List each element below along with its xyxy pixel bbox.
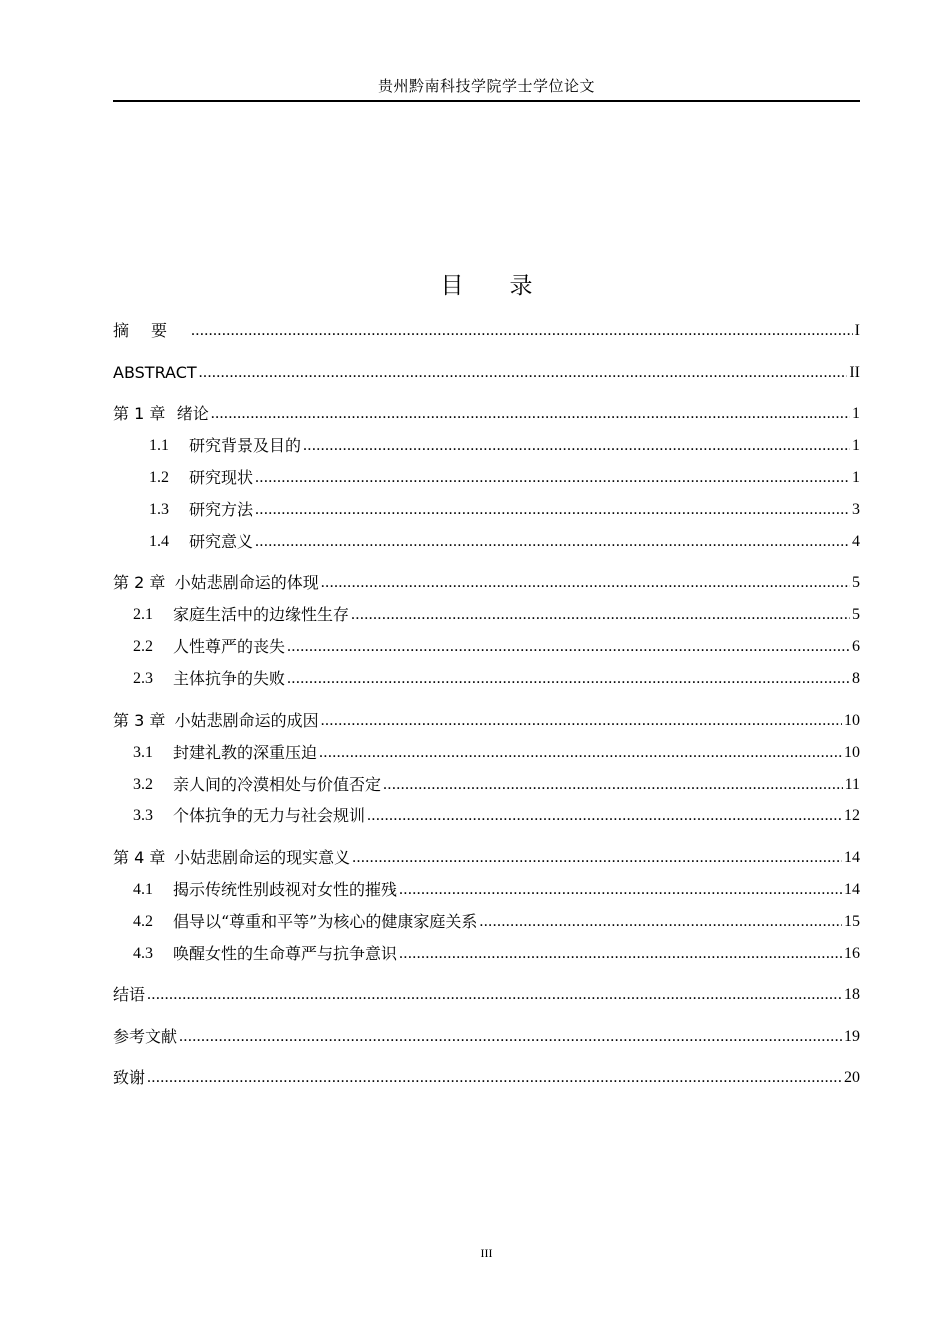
toc-entry-page: 18 — [844, 986, 860, 1003]
toc-entry-label: 揭示传统性别歧视对女性的摧残 — [173, 880, 398, 899]
toc-leader-dots — [255, 531, 850, 553]
toc-entry-section-1-2[interactable] — [113, 465, 860, 489]
toc-leader-dots — [321, 572, 850, 594]
toc-entry-chapter-num: 第 1 章 — [113, 404, 166, 423]
toc-entry-section-1-4[interactable] — [113, 529, 860, 553]
toc-entry-page: 14 — [844, 849, 860, 866]
toc-entry-acknowledgements[interactable] — [113, 1065, 860, 1089]
toc-entry-section-num: 3.2 — [133, 776, 153, 793]
toc-leader-dots — [287, 668, 850, 690]
toc-leader-dots — [255, 499, 850, 521]
toc-entry-label: 摘要 — [113, 321, 190, 340]
toc-entry-page: II — [849, 364, 860, 381]
toc-entry-section-num: 4.3 — [133, 945, 153, 962]
toc-entry-label: 致谢 — [113, 1068, 146, 1087]
page-header: 贵州黔南科技学院学士学位论文 — [377, 77, 595, 95]
toc-leader-dots — [399, 879, 842, 901]
toc-entry-page: 1 — [852, 437, 860, 454]
toc-entry-section-num: 1.1 — [149, 437, 169, 454]
toc-leader-dots — [147, 1067, 842, 1089]
toc-leader-dots — [199, 362, 848, 384]
toc-leader-dots — [211, 403, 850, 425]
toc-entry-page: 4 — [852, 533, 860, 550]
toc-entry-label: 小姑悲剧命运的成因 — [174, 711, 319, 730]
toc-entry-section-1-1[interactable] — [113, 433, 860, 457]
toc-entry-chapter-num: 第 3 章 — [113, 711, 166, 730]
toc-leader-dots — [367, 805, 842, 827]
toc-leader-dots — [479, 911, 842, 933]
toc-entry-label: 人性尊严的丧失 — [173, 637, 286, 656]
toc-entry-section-4-3[interactable] — [113, 941, 860, 965]
toc-entry-page: 5 — [852, 606, 860, 623]
toc-entry-abstract-en[interactable] — [113, 360, 860, 384]
toc-title: 目录 — [440, 273, 579, 299]
toc-entry-section-num: 2.2 — [133, 638, 153, 655]
toc-entry-section-1-3[interactable] — [113, 497, 860, 521]
toc-entry-label: 参考文献 — [113, 1027, 178, 1046]
toc-entry-page: 10 — [844, 712, 860, 729]
toc-leader-dots — [321, 710, 842, 732]
toc-entry-label: 研究意义 — [189, 532, 254, 551]
toc-entry-page: 8 — [852, 670, 860, 687]
toc-entry-section-3-2[interactable] — [113, 772, 860, 796]
toc-leader-dots — [351, 604, 850, 626]
toc-entry-page: 6 — [852, 638, 860, 655]
toc-entry-section-4-1[interactable] — [113, 877, 860, 901]
toc-entry-abstract-cn[interactable] — [113, 318, 860, 342]
toc-entry-label: 小姑悲剧命运的体现 — [174, 573, 319, 592]
toc-entry-section-num: 3.3 — [133, 807, 153, 824]
toc-entry-section-2-1[interactable] — [113, 602, 860, 626]
toc-leader-dots — [255, 467, 850, 489]
toc-entry-page: 1 — [852, 405, 860, 422]
toc-entry-chapter-3[interactable] — [113, 708, 860, 732]
toc-entry-page: 12 — [844, 807, 860, 824]
toc-entry-label: 主体抗争的失败 — [173, 669, 286, 688]
toc-entry-section-num: 2.1 — [133, 606, 153, 623]
toc-entry-page: 5 — [852, 574, 860, 591]
toc-leader-dots — [383, 774, 843, 796]
toc-entry-section-3-3[interactable] — [113, 803, 860, 827]
toc-entry-chapter-1[interactable] — [113, 401, 860, 425]
toc-entry-label: 研究现状 — [189, 468, 254, 487]
toc-entry-section-num: 4.2 — [133, 913, 153, 930]
toc-entry-section-2-2[interactable] — [113, 634, 860, 658]
toc-entry-section-num: 3.1 — [133, 744, 153, 761]
toc-entry-page: 16 — [844, 945, 860, 962]
toc-entry-section-3-1[interactable] — [113, 740, 860, 764]
toc-entry-page: 10 — [844, 744, 860, 761]
toc-entry-section-2-3[interactable] — [113, 666, 860, 690]
toc-entry-references[interactable] — [113, 1024, 860, 1048]
toc-entry-label: 个体抗争的无力与社会规训 — [173, 806, 366, 825]
toc-entry-label: 家庭生活中的边缘性生存 — [173, 605, 350, 624]
page-number: III — [480, 1246, 493, 1260]
toc-entry-section-num: 1.2 — [149, 469, 169, 486]
toc-entry-chapter-num: 第 2 章 — [113, 573, 166, 592]
toc-entry-label: 亲人间的冷漠相处与价值否定 — [173, 775, 382, 794]
toc-entry-label: 倡导以“尊重和平等”为核心的健康家庭关系 — [173, 912, 478, 931]
toc-entry-section-num: 4.1 — [133, 881, 153, 898]
toc-leader-dots — [287, 636, 850, 658]
toc-entry-chapter-2[interactable] — [113, 570, 860, 594]
toc-entry-label: 研究背景及目的 — [189, 436, 302, 455]
toc-entry-label: 研究方法 — [189, 500, 254, 519]
toc-leader-dots — [147, 984, 842, 1006]
toc-entry-section-4-2[interactable] — [113, 909, 860, 933]
toc-entry-label: 绪论 — [176, 404, 209, 423]
toc-entry-page: 19 — [844, 1028, 860, 1045]
toc-entry-page: 1 — [852, 469, 860, 486]
toc-leader-dots — [303, 435, 850, 457]
toc-entry-section-num: 1.3 — [149, 501, 169, 518]
toc-entry-conclusion[interactable] — [113, 982, 860, 1006]
toc-leader-dots — [399, 943, 842, 965]
toc-entry-label: 小姑悲剧命运的现实意义 — [174, 848, 351, 867]
toc-entry-page: 3 — [852, 501, 860, 518]
toc-entry-page: 20 — [844, 1069, 860, 1086]
header-rule — [113, 100, 860, 102]
toc-entry-page: I — [854, 322, 860, 339]
toc-leader-dots — [319, 742, 842, 764]
toc-leader-dots — [191, 320, 853, 342]
toc-entry-label: ABSTRACT — [113, 363, 197, 382]
toc-entry-label: 唤醒女性的生命尊严与抗争意识 — [173, 944, 398, 963]
toc-leader-dots — [352, 847, 842, 869]
toc-entry-chapter-4[interactable] — [113, 845, 860, 869]
toc-entry-section-num: 1.4 — [149, 533, 169, 550]
toc-entry-label: 封建礼教的深重压迫 — [173, 743, 318, 762]
toc-entry-chapter-num: 第 4 章 — [113, 848, 166, 867]
toc-entry-page: 14 — [844, 881, 860, 898]
toc-entry-section-num: 2.3 — [133, 670, 153, 687]
toc-entry-label: 结语 — [113, 985, 146, 1004]
toc-leader-dots — [179, 1026, 842, 1048]
toc-entry-page: 15 — [844, 913, 860, 930]
toc-entry-page: 11 — [844, 776, 860, 793]
